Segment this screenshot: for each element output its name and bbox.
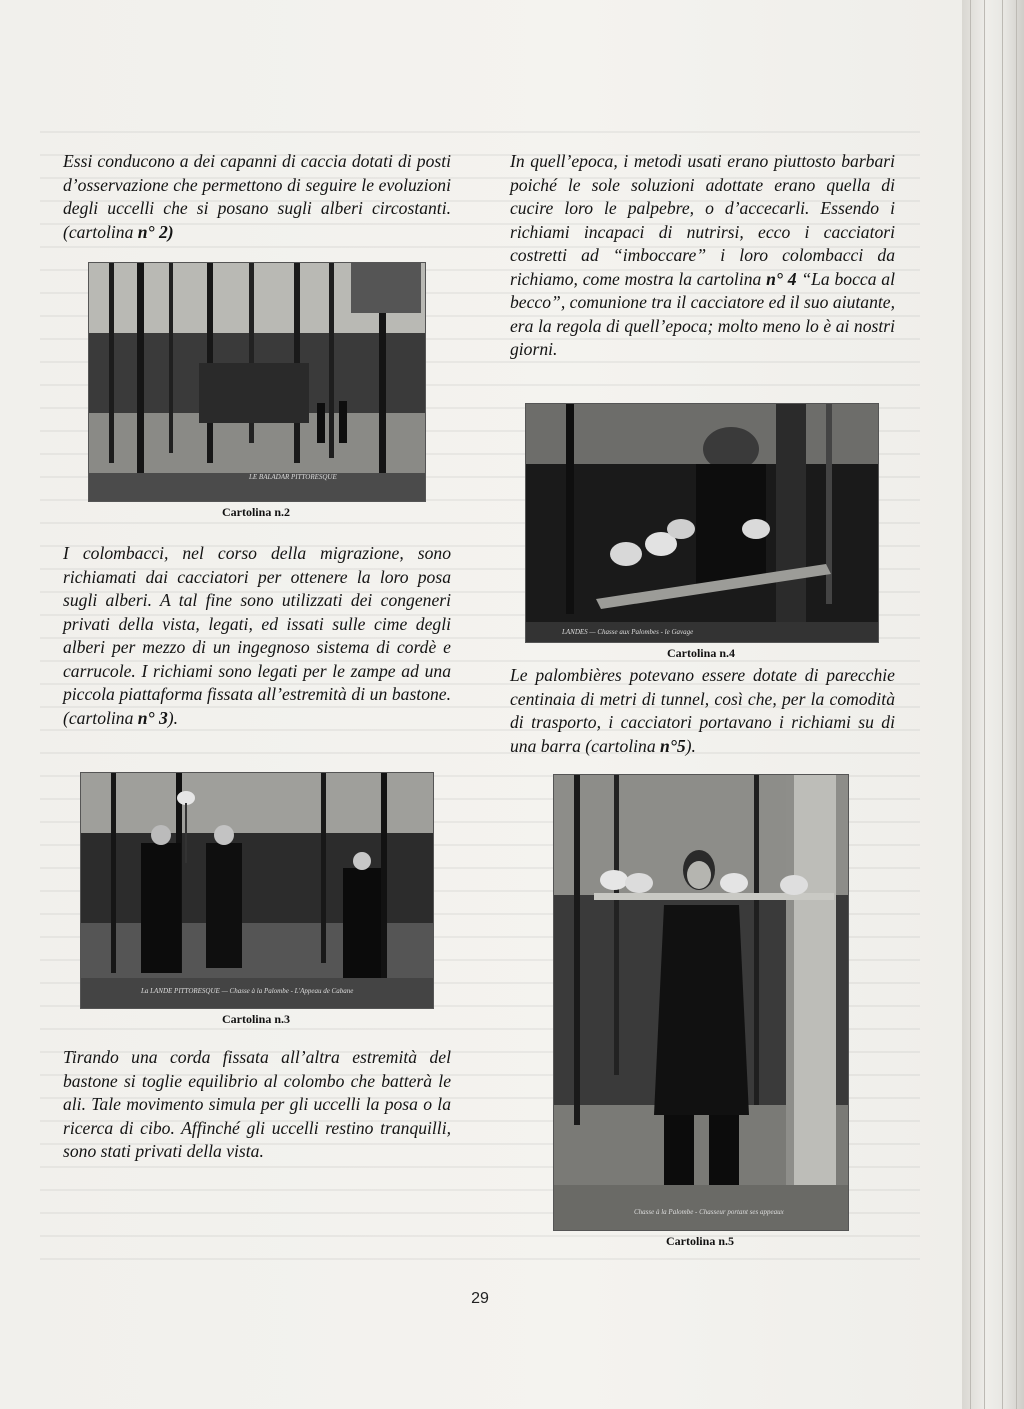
left-p2-text: I colombacci, nel corso della migrazione, sono richiamati dai cacciatori per ottenere la loro posa sugli alberi. A tal fine sono utilizzati dei congeneri privati della vista, legati, ed issati sulle cime degli alberi per mezzo di un ingegnoso sistema di cordè e carrucole. I richiami sono legati per le zampe ad una piccola piattaforma fissata all’estremità di un bastone. (cartolina — [63, 543, 451, 728]
left-paragraph-1 — [63, 150, 451, 244]
hunter-carrying-decoys-image — [554, 775, 848, 1230]
feeding-decoy-image — [526, 404, 878, 642]
postcard-2-photo — [88, 262, 426, 502]
left-p3-text: Tirando una corda fissata all’altra estremità del bastone si toglie equilibrio al colombo che batterà le ali. Tale movimento simula per gli uccelli la posa o la ricerca di cibo. Affinché gli uccelli restino tranquilli, sono stati privati della vista. — [63, 1047, 451, 1161]
right-paragraph-1 — [510, 150, 895, 362]
left-paragraph-2 — [63, 542, 451, 730]
left-p1-ref: n° 2) — [137, 221, 174, 242]
left-p2-ref: n° 3 — [137, 707, 168, 728]
caption-postcard-4: Cartolina n.4 — [666, 646, 735, 660]
page-edge-stack — [962, 0, 1024, 1409]
left-p1-text: Essi conducono a dei capanni di caccia dotati di posti d’osservazione che permettono di seguire le evoluzioni degli uccelli che si posano sugli alberi circostanti. (cartolina — [63, 151, 451, 242]
right-p2-end: ). — [685, 735, 696, 756]
right-p1-quote: “La bocca al becco” — [510, 268, 895, 312]
caption-postcard-2: Cartolina n.2 — [221, 505, 290, 519]
right-p1-ref: n° 4 — [766, 268, 797, 289]
postcard-3-inscription: La LANDE PITTORESQUE — Chasse à la Palombe - L'Appeau de Cabane — [141, 987, 354, 995]
left-paragraph-3 — [63, 1046, 451, 1164]
page-number: 29 — [471, 1290, 489, 1307]
postcard-5-photo — [553, 774, 849, 1231]
caption-postcard-3: Cartolina n.3 — [221, 1012, 290, 1026]
postcard-5-inscription: Chasse à la Palombe - Chasseur portant ses appeaux — [634, 1208, 784, 1216]
right-p2-ref: n°5 — [660, 735, 686, 756]
hunters-with-decoy-image — [81, 773, 433, 1008]
left-p2-end: ). — [167, 707, 179, 728]
postcard-4-photo — [525, 403, 879, 643]
right-p2-text: Le palombières potevano essere dotate di parecchie centinaia di metri di tunnel, così che, per la comodità di trasporto, i cacciatori portavano i richiami su di una barra (cartolina — [510, 665, 895, 756]
forest-cabin-image — [89, 263, 425, 501]
caption-postcard-5: Cartolina n.5 — [665, 1234, 734, 1248]
right-p1-text: In quell’epoca, i metodi usati erano piuttosto barbari poiché le sole soluzioni adottate erano quella di cucire loro le palpebre, o d’accecarli. Essendo i richiami incapaci di nutrirsi, ecco i cacciatori costretti ad “imboccare” i loro colombacci da richiamo, come mostra la cartolina — [510, 151, 895, 289]
postcard-4-inscription: LANDES — Chasse aux Palombes - le Gavage — [562, 628, 694, 636]
right-p1-rest: , comunione tra il cacciatore ed il suo aiutante, era la regola di quell’epoca; molto meno lo è ai nostri giorni. — [510, 292, 895, 359]
postcard-3-photo — [80, 772, 434, 1009]
right-paragraph-2 — [510, 664, 895, 758]
postcard-2-inscription: LE BALADAR PITTORESQUE — [249, 473, 337, 481]
